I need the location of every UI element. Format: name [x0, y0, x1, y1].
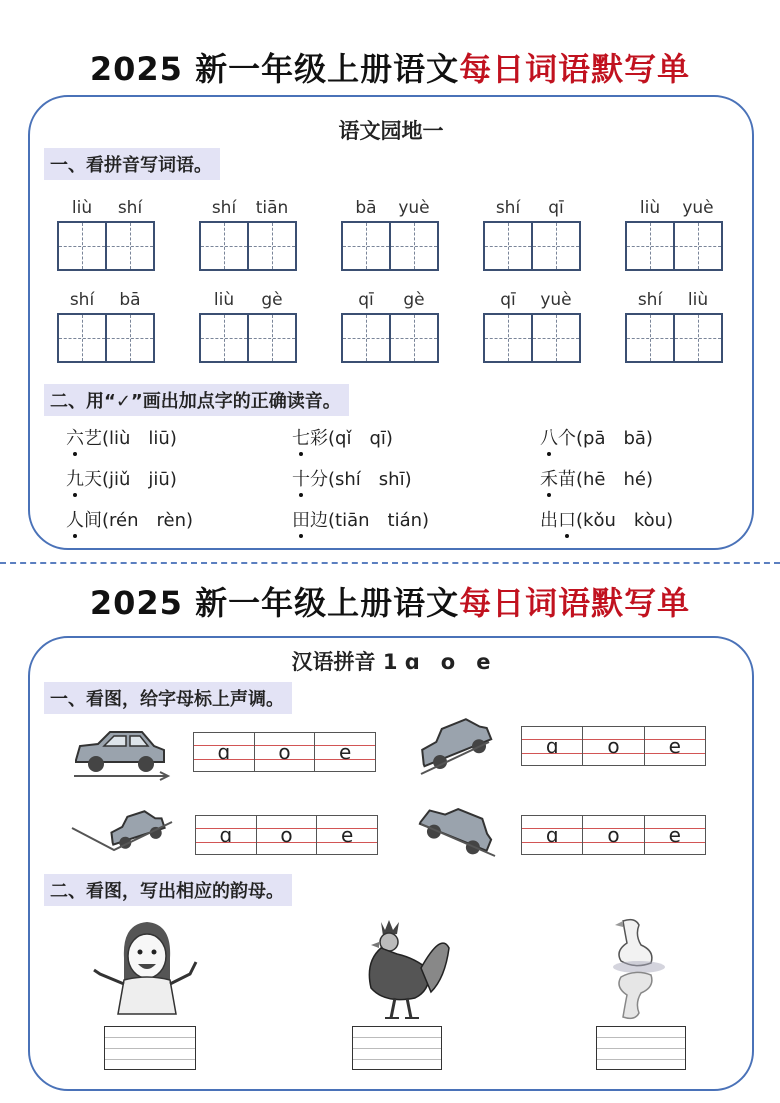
pinyin-label: shí liù [637, 290, 709, 310]
letter-cell[interactable]: e [316, 816, 378, 854]
letter-cell[interactable]: o [256, 816, 317, 854]
answer-box-rooster[interactable] [352, 1026, 442, 1070]
reading-choice[interactable]: 出口(kǒu kòu) [540, 506, 673, 532]
pinyin-label: qī yuè [500, 290, 572, 310]
writing-grid[interactable] [341, 221, 439, 271]
letter-cell[interactable]: ɑ [521, 816, 582, 854]
writing-grid[interactable] [57, 221, 155, 271]
tone-grid[interactable] [193, 732, 376, 772]
lesson-subtitle-top: 语文园地一 [338, 119, 444, 143]
letter-cell[interactable]: ɑ [195, 816, 256, 854]
writing-grid[interactable] [341, 313, 439, 363]
lesson-subtitle-bottom: 汉语拼音 1 ɑ o e [291, 650, 491, 674]
pinyin-label: shí qī [495, 198, 564, 218]
writing-grid[interactable] [625, 313, 723, 363]
pinyin-label: bā yuè [355, 198, 430, 218]
letter-cell[interactable]: ɑ [521, 727, 582, 765]
answer-box-girl[interactable] [104, 1026, 196, 1070]
letter-cell[interactable]: o [582, 727, 643, 765]
car-level-illustration [70, 724, 170, 780]
car-downhill-illustration [415, 800, 499, 858]
pinyin-label: qī gè [358, 290, 425, 310]
letter-cell[interactable]: e [644, 727, 706, 765]
answer-box-goose[interactable] [596, 1026, 686, 1070]
writing-grid[interactable] [199, 313, 297, 363]
writing-grid[interactable] [483, 313, 581, 363]
pinyin-label: shí bā [69, 290, 141, 310]
rooster-illustration [345, 918, 455, 1022]
pinyin-label: liù yuè [639, 198, 714, 218]
writing-grid[interactable] [199, 221, 297, 271]
girl-illustration [92, 918, 202, 1016]
page-title-top: 2025 新一年级上册语文每日词语默写单 [89, 50, 691, 88]
reading-choice[interactable]: 八个(pā bā) [540, 424, 653, 450]
page-divider [0, 562, 780, 564]
pinyin-label: shí tiān [211, 198, 289, 218]
reading-choice[interactable]: 十分(shí shī) [292, 465, 412, 491]
letter-cell[interactable]: o [254, 733, 315, 771]
goose-reflection-illustration [605, 915, 667, 1023]
reading-choice[interactable]: 六艺(liù liū) [66, 424, 177, 450]
reading-choice[interactable]: 九天(jiǔ jiū) [66, 465, 177, 491]
writing-grid[interactable] [57, 313, 155, 363]
reading-choice[interactable]: 人间(rén rèn) [66, 506, 193, 532]
section-heading-finals: 二、看图，写出相应的韵母。 [44, 874, 292, 906]
pinyin-label: liù shí [71, 198, 143, 218]
page-title-bottom: 2025 新一年级上册语文每日词语默写单 [89, 584, 691, 622]
tone-grid[interactable] [521, 726, 706, 766]
letter-cell[interactable]: o [582, 816, 643, 854]
reading-choice[interactable]: 田边(tiān tián) [292, 506, 429, 532]
letter-cell[interactable]: e [644, 816, 706, 854]
section-heading-pinyin-words: 一、看拼音写词语。 [44, 148, 220, 180]
tone-grid[interactable] [195, 815, 378, 855]
tone-grid[interactable] [521, 815, 706, 855]
letter-cell[interactable]: e [314, 733, 376, 771]
car-uphill-illustration [413, 716, 493, 774]
car-down-up-illustration [70, 810, 174, 858]
reading-choice[interactable]: 禾苗(hē hé) [540, 465, 653, 491]
writing-grid[interactable] [625, 221, 723, 271]
reading-choice[interactable]: 七彩(qǐ qī) [292, 424, 393, 450]
section-heading-readings: 二、用“✓”画出加点字的正确读音。 [44, 384, 349, 416]
pinyin-label: liù gè [213, 290, 283, 310]
section-heading-tones: 一、看图，给字母标上声调。 [44, 682, 292, 714]
writing-grid[interactable] [483, 221, 581, 271]
letter-cell[interactable]: ɑ [193, 733, 254, 771]
